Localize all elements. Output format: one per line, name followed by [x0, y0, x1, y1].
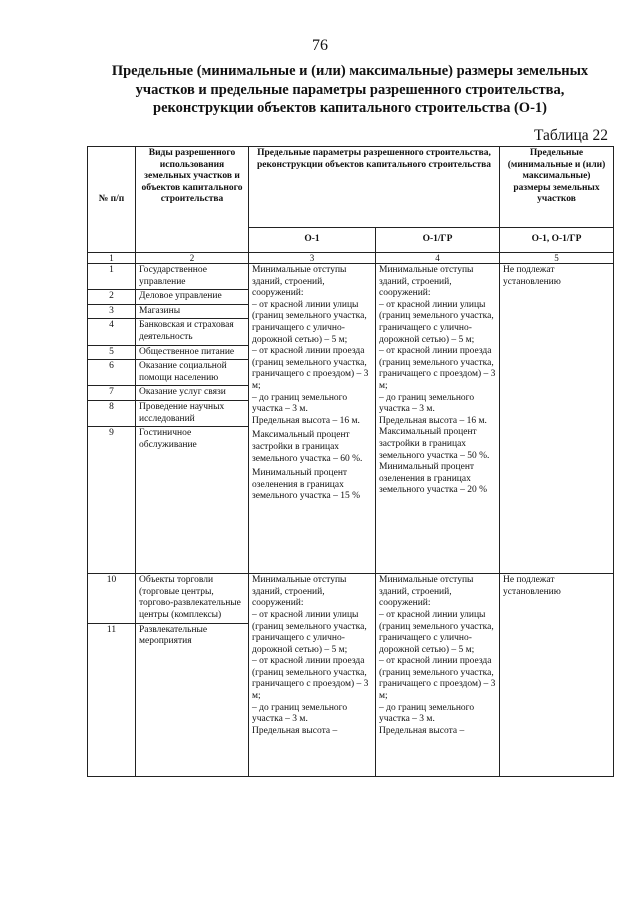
row-number: 9	[88, 427, 136, 574]
use-type: Проведение научных исследований	[136, 400, 249, 426]
use-type: Государственное управление	[136, 264, 249, 290]
use-type: Деловое управление	[136, 290, 249, 305]
col-index: 3	[249, 253, 376, 264]
page-number: 76	[312, 37, 328, 54]
zoning-parameters-table	[87, 146, 614, 777]
use-type: Развлекательные мероприятия	[136, 623, 249, 776]
table-row	[88, 264, 614, 290]
o1-params-cell: Минимальные отступы зданий, строений, сооружений: – от красной линии улицы (границ земельного участка, граничащего с улично-дорожной сетью) – 5 м; – от красной линии проезда (границ земельного участка, граничащего с проездом) – 3 м; – до границ земельного участка – 3 м. Предельная высота –	[249, 574, 376, 776]
header-row	[88, 147, 614, 228]
header-params: Предельные параметры разрешенного строительства, реконструкции объектов капитального строительства	[249, 147, 500, 228]
row-number: 5	[88, 345, 136, 360]
header-o1-o1gr: О-1, О-1/ГР	[500, 228, 614, 253]
use-type: Банковская и страховая деятельность	[136, 319, 249, 345]
row-number: 2	[88, 290, 136, 305]
table-row	[88, 574, 614, 623]
row-number: 7	[88, 386, 136, 401]
sizes-cell: Не подлежат установлению	[500, 574, 614, 776]
header-sizes: Предельные (минимальные и (или) максимальные) размеры земельных участков	[500, 147, 614, 228]
col-index: 1	[88, 253, 136, 264]
header-o1: О-1	[249, 228, 376, 253]
row-number: 1	[88, 264, 136, 290]
use-type: Общественное питание	[136, 345, 249, 360]
o1-params-cell: Минимальные отступы зданий, строений, сооружений: – от красной линии улицы (границ земельного участка, граничащего с улично-дорожной сетью) – 5 м; – от красной линии проезда (границ земельного участка, граничащего с проездом) – 3 м; – до границ земельного участка – 3 м. Предельная высота – 16 м. Максимальный процент застройки в границах земельного участка – 60 %. Минимальный процент озеленения в границах земельного участка – 15 %	[249, 264, 376, 574]
use-type: Гостиничное обслуживание	[136, 427, 249, 574]
header-types: Виды разрешенного использования земельных участков и объектов капитального строительства	[136, 147, 249, 253]
row-number: 10	[88, 574, 136, 623]
sizes-cell: Не подлежат установлению	[500, 264, 614, 574]
use-type: Объекты торговли (торговые центры, торгово-развлекательные центры (комплексы)	[136, 574, 249, 623]
row-number: 8	[88, 400, 136, 426]
row-number: 4	[88, 319, 136, 345]
row-number: 11	[88, 623, 136, 776]
column-index-row	[88, 253, 614, 264]
use-type: Оказание социальной помощи населению	[136, 360, 249, 386]
row-number: 3	[88, 304, 136, 319]
col-index: 2	[136, 253, 249, 264]
use-type: Оказание услуг связи	[136, 386, 249, 401]
use-type: Магазины	[136, 304, 249, 319]
o1gr-params-cell: Минимальные отступы зданий, строений, сооружений: – от красной линии улицы (границ земельного участка, граничащего с улично-дорожной сетью) – 5 м; – от красной линии проезда (границ земельного участка, граничащего с проездом) – 3 м; – до границ земельного участка – 3 м. Предельная высота –	[376, 574, 500, 776]
table-caption: Таблица 22	[533, 127, 608, 144]
o1gr-params-cell: Минимальные отступы зданий, строений, сооружений: – от красной линии улицы (границ земельного участка, граничащего с улично-дорожной сетью) – 5 м; – от красной линии проезда (границ земельного участка, граничащего с проездом) – 3 м; – до границ земельного участка – 3 м. Предельная высота – 16 м. Максимальный процент застройки в границах земельного участка – 50 %. Минимальный процент озеленения в границах земельного участка – 20 %	[376, 264, 500, 574]
header-o1gr: О-1/ГР	[376, 228, 500, 253]
row-number: 6	[88, 360, 136, 386]
header-num: № п/п	[88, 147, 136, 253]
document-title: Предельные (минимальные и (или) максимальные) размеры земельных участков и предельные параметры разрешенного строительства, реконструкции объектов капитального строительства (О-1)	[111, 63, 589, 116]
col-index: 4	[376, 253, 500, 264]
col-index: 5	[500, 253, 614, 264]
